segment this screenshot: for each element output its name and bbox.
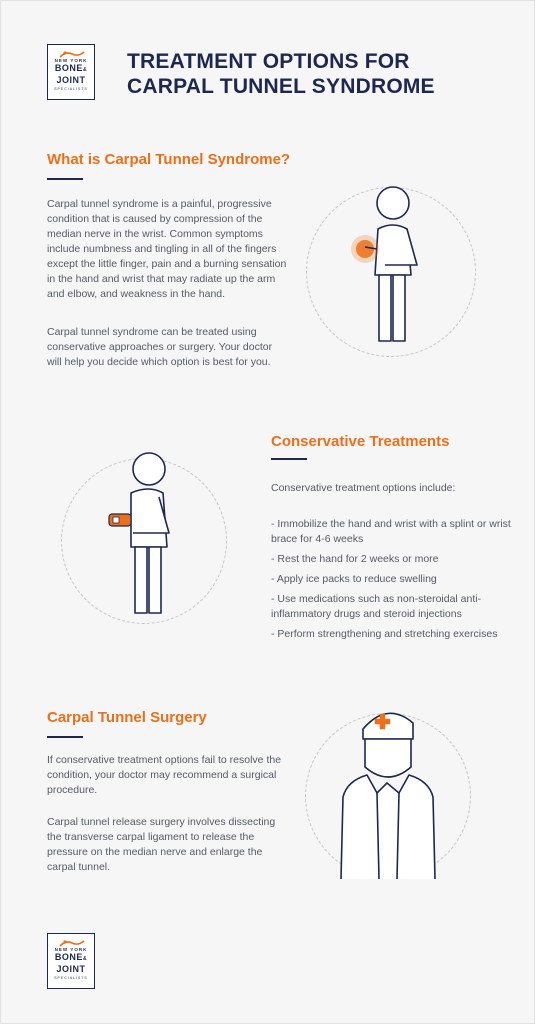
logo-top-text: NEW YORK (54, 58, 88, 63)
person-wrist-brace-icon (97, 447, 197, 623)
section1-para1: Carpal tunnel syndrome is a painful, progressive condition that is caused by compression of the median nerve in the wrist. Common symptoms include numbness and tingling in all of the fingers except the little finger, pain and a burning sensation in the hand and wrist that may radiate up the arm and elbow, and weakness in the hand. (47, 198, 287, 300)
treatment-item-3: - Apply ice packs to reduce swelling (271, 573, 437, 585)
logo-amp: & (82, 67, 88, 73)
title-line-2: CARPAL TUNNEL SYNDROME (127, 75, 435, 98)
surgeon-icon (331, 701, 451, 881)
person-wrist-pain-icon (341, 179, 441, 349)
brand-logo (47, 44, 95, 100)
logo-joint-text: JOINT (56, 75, 86, 85)
treatment-item-4: - Use medications such as non-steroidal anti-inflammatory drugs and steroid injections (271, 593, 482, 620)
section3-underline (47, 736, 83, 738)
footer-logo-bone-text: BONE (54, 952, 83, 962)
section1-underline (47, 178, 83, 180)
footer-logo-joint-text: JOINT (56, 964, 86, 974)
logo-bottom-text: SPECIALISTS (54, 87, 88, 91)
section3-para1: If conservative treatment options fail to resolve the condition, your doctor may recommend a surgical procedure. (47, 754, 282, 796)
logo-figure-icon (58, 49, 86, 59)
section3-heading: Carpal Tunnel Surgery (47, 709, 207, 726)
section2-underline (271, 458, 307, 460)
treatment-list (271, 517, 511, 642)
section1-heading: What is Carpal Tunnel Syndrome? (47, 151, 291, 168)
footer-logo-bottom-text: SPECIALISTS (54, 976, 88, 980)
title-line-1: TREATMENT OPTIONS FOR (127, 50, 410, 73)
section1-para2: Carpal tunnel syndrome can be treated using conservative approaches or surgery. Your doctor will help you decide which option is best for you. (47, 326, 273, 368)
treatment-item-2: - Rest the hand for 2 weeks or more (271, 553, 439, 565)
footer-logo-amp: & (82, 956, 88, 962)
treatment-item-5: - Perform strengthening and stretching exercises (271, 628, 498, 640)
footer-brand-logo (47, 933, 95, 989)
treatment-item-1: - Immobilize the hand and wrist with a splint or wrist brace for 4-6 weeks (271, 518, 511, 545)
page-title (127, 49, 507, 99)
section2-intro: Conservative treatment options include: (271, 482, 456, 494)
footer-logo-figure-icon (58, 938, 86, 948)
logo-bone-text: BONE (54, 63, 83, 73)
section2-heading: Conservative Treatments (271, 433, 450, 450)
footer-logo-top-text: NEW YORK (54, 947, 88, 952)
section3-para2: Carpal tunnel release surgery involves dissecting the transverse carpal ligament to release the pressure on the median nerve and enlarge the carpal tunnel. (47, 816, 276, 873)
